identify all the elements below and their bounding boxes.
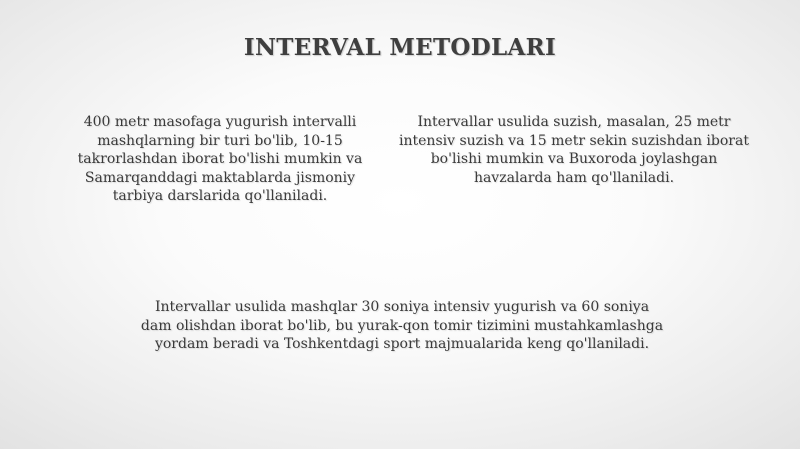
text-block-bottom: Intervallar usulida mashqlar 30 soniya intensiv yugurish va 60 soniya dam olishdan iborat bo'lib, bu yurak-qon tomir tizimini mustahkamlashga yordam beradi va Toshkentdagi sport majmualarida keng qo'llaniladi.: [140, 299, 664, 353]
text-block-right: Intervallar usulida suzish, masalan, 25 metr intensiv suzish va 15 metr sekin suzishdan iborat bo'lishi mumkin va Buxoroda joylashgan havzalarda ham qo'llaniladi.: [399, 114, 749, 186]
text-block-left: 400 metr masofaga yugurish intervalli mashqlarning bir turi bo'lib, 10-15 takrorlashdan iborat bo'lishi mumkin va Samarqanddagi maktablarda jismoniy tarbiya darslarida qo'llaniladi.: [77, 114, 363, 205]
slide-title: INTERVAL METODLARI: [243, 34, 557, 61]
